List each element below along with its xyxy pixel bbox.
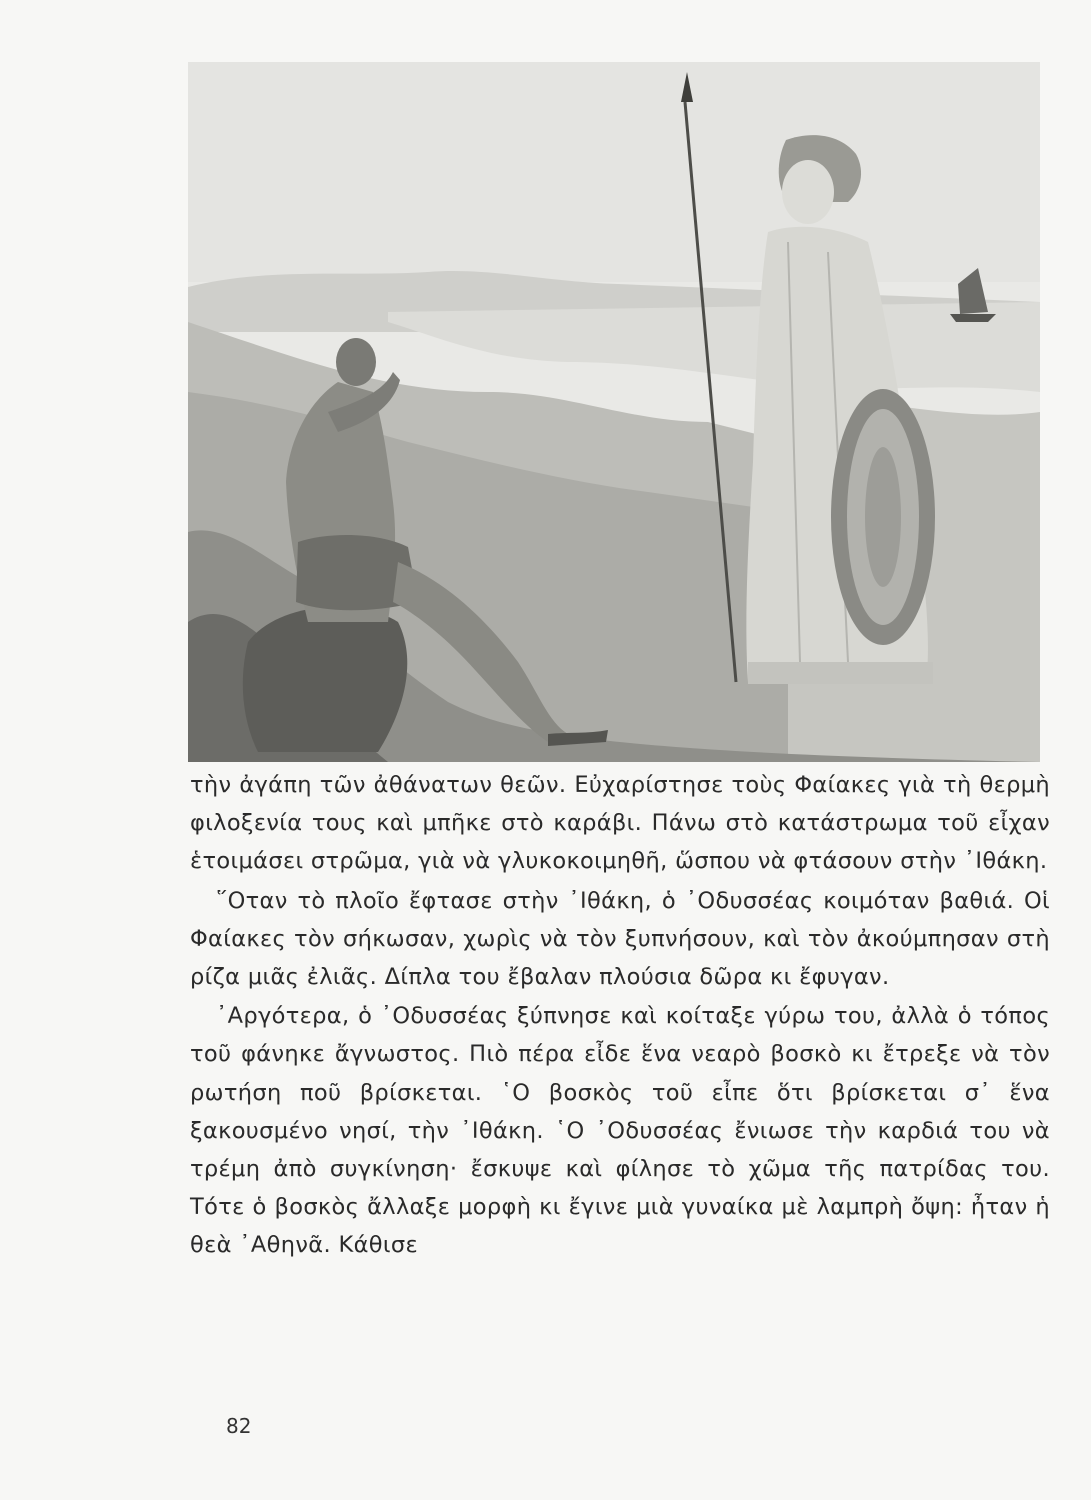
illustration-odysseus-and-athena (188, 62, 1040, 762)
paragraph: ῞Οταν τὸ πλοῖο ἔφτασε στὴν ᾿Ιθάκη, ὁ ᾿Οδυσσέας κοιμόταν βαθιά. Οἱ Φαίακες τὸν σήκωσαν, χωρὶς νὰ τὸν ξυπνήσουν, καὶ τὸν ἀκούμπησαν στὴ ρίζα μιᾶς ἐλιᾶς. Δίπλα του ἔβαλαν πλούσια δῶρα κι ἔφυγαν. (190, 887, 1050, 991)
paragraph: ᾿Αργότερα, ὁ ᾿Οδυσσέας ξύπνησε καὶ κοίταξε γύρω του, ἀλλὰ ὁ τόπος τοῦ φάνηκε ἄγνωστος. Πιὸ πέρα εἶδε ἕνα νεαρὸ βοσκὸ κι ἔτρεξε νὰ τὸν ρωτήση ποῦ βρίσκεται. ῾Ο βοσκὸς τοῦ εἶπε ὅτι βρίσκεται σ᾿ ἕνα ξακουσμένο νησί, τὴν ᾿Ιθάκη. ῾Ο ᾿Οδυσσέας ἔνιωσε τὴν καρδιά του νὰ τρέμη ἀπὸ συγκίνηση· ἔσκυψε καὶ φίλησε τὸ χῶμα τῆς πατρίδας του. Τότε ὁ βοσκὸς ἄλλαξε μορφὴ κι ἔγινε μιὰ γυναίκα μὲ λαμπρὴ ὄψη: ἦταν ἡ θεὰ ᾿Αθηνᾶ. Κάθισε (190, 1003, 1050, 1259)
paragraph: τὴν ἀγάπη τῶν ἀθάνατων θεῶν. Εὐχαρίστησε τοὺς Φαίακες γιὰ τὴ θερμὴ φιλοξενία τους καὶ μπῆκε στὸ καράβι. Πάνω στὸ κατάστρωμα τοῦ εἶχαν ἑτοιμάσει στρῶμα, γιὰ νὰ γλυκοκοιμηθῆ, ὥσπου νὰ φτάσουν στὴν ᾿Ιθάκη. (190, 772, 1050, 875)
illustration-odysseus-athena-icon (188, 62, 1040, 762)
page-number: 82 (226, 1414, 252, 1438)
body-text (190, 766, 1050, 1266)
